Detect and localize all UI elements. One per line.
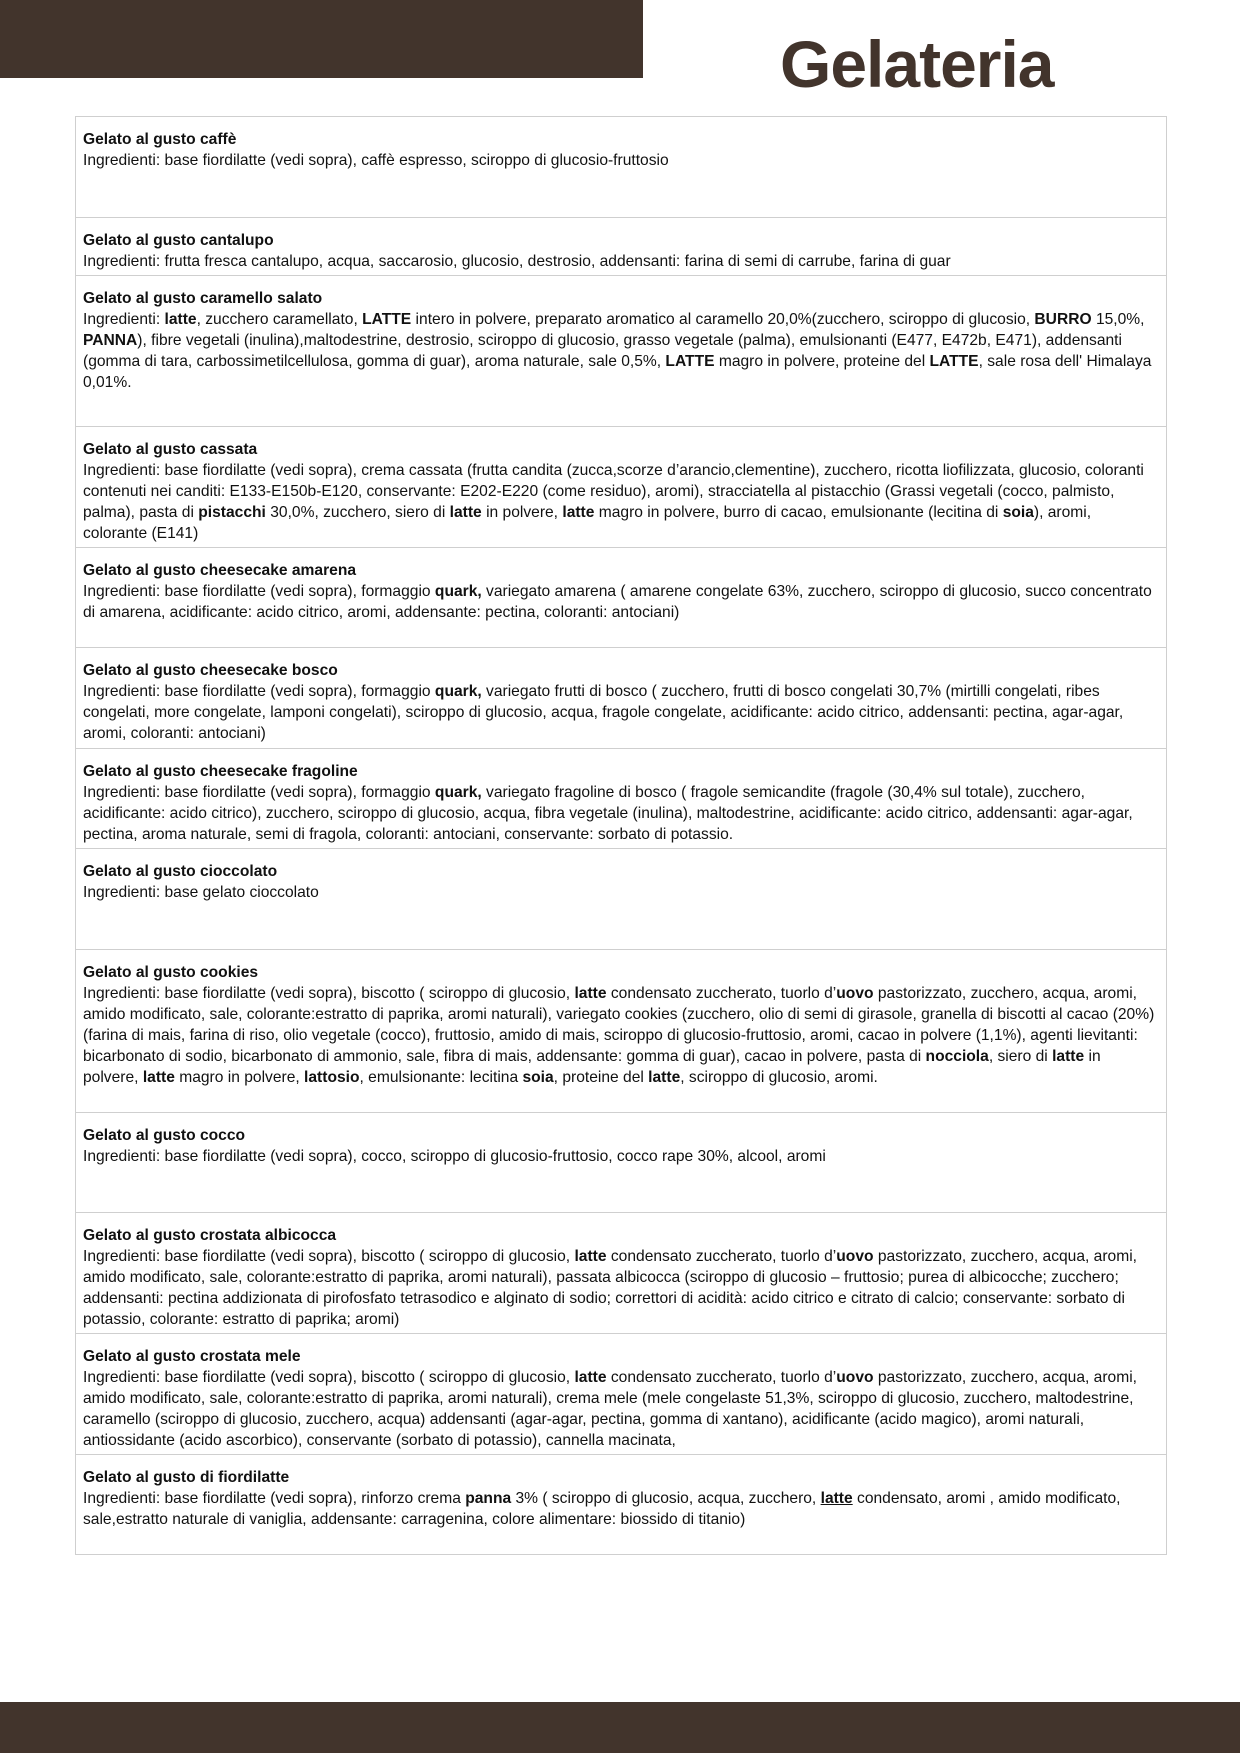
allergen-highlight: latte	[562, 504, 595, 521]
ingredients-text	[83, 1488, 1158, 1530]
ingredients-segment: variegato amarena ( amarene congelate 63%, zucchero, sciroppo di glucosio, succo concentrato di amarena, acidificante: acido citrico, aromi, addensante: pectina, coloranti: antociani)	[83, 583, 1152, 621]
table-row	[76, 648, 1166, 749]
allergen-highlight: PANNA	[83, 332, 138, 349]
table-row	[76, 276, 1166, 427]
ingredients-segment: variegato frutti di bosco ( zucchero, frutti di bosco congelati 30,7% (mirtilli congelati, ribes congelati, more congelate, lamponi congelati), sciroppo di glucosio, acqua, fragole congelate, acidificante: acido citrico, addensanti: pectina, agar-agar, aromi, coloranti: antociani)	[83, 683, 1124, 742]
table-row	[76, 1213, 1166, 1334]
allergen-highlight: LATTE	[362, 311, 412, 328]
table-row	[76, 1455, 1166, 1555]
allergen-highlight: soia	[1002, 504, 1034, 521]
ingredients-segment: Ingredienti: base fiordilatte (vedi sopra), cocco, sciroppo di glucosio-fruttosio, cocco rape 30%, alcool, aromi	[83, 1148, 826, 1165]
ingredients-segment: Ingredienti: base fiordilatte (vedi sopra), caffè espresso, sciroppo di glucosio-fruttosio	[83, 152, 669, 169]
ingredients-segment: ), aromi, colorante (E141)	[83, 504, 1092, 542]
ingredients-segment: , zucchero caramellato,	[196, 311, 363, 328]
ingredients-segment: intero in polvere, preparato aromatico al caramello 20,0%(zucchero, sciroppo di glucosio,	[411, 311, 1035, 328]
ingredients-segment: Ingredienti:	[83, 311, 165, 328]
ingredients-text	[83, 251, 1158, 272]
page-title: Gelateria	[780, 27, 1054, 101]
ingredients-segment: variegato fragoline di bosco ( fragole semicandite (fragole (30,4% sul totale), zucchero, acidificante: acido citrico), zucchero, sciroppo di glucosio, acqua, fibra vegetale (inulina), maltodestrine, acidificante: acido citrico, addensanti: agar-agar, pectina, aroma naturale, semi di fragola, coloranti: antociani, conservante: sorbato di potassio.	[83, 784, 1133, 843]
footer-bar	[0, 1702, 1240, 1753]
ingredients-text	[83, 782, 1158, 845]
table-row	[76, 548, 1166, 648]
allergen-highlight: latte	[164, 311, 197, 328]
allergen-highlight: latte	[574, 1248, 607, 1265]
ingredients-text	[83, 681, 1158, 744]
ingredients-segment: , sale rosa dell' Himalaya 0,01%.	[83, 353, 1152, 391]
table-row	[76, 849, 1166, 950]
ingredients-segment: Ingredienti: base fiordilatte (vedi sopra), formaggio	[83, 583, 435, 600]
ingredients-segment: 30,0%, zucchero, siero di	[265, 504, 450, 521]
ingredients-segment: 15,0%,	[1091, 311, 1145, 328]
flavor-name: Gelato al gusto cheesecake bosco	[83, 662, 338, 679]
ingredients-segment: Ingredienti: base fiordilatte (vedi sopra), rinforzo crema	[83, 1490, 466, 1507]
allergen-highlight: uovo	[836, 1369, 874, 1386]
ingredients-segment: ), fibre vegetali (inulina),maltodestrine, destrosio, sciroppo di glucosio, grasso vegetale (palma), emulsionanti (E477, E472b, E471), addensanti (gomma di tara, carbossimetilcellulosa, gomma di guar), aroma naturale, sale 0,5%,	[83, 332, 1122, 370]
ingredients-segment: in polvere,	[481, 504, 563, 521]
ingredients-segment: pastorizzato, zucchero, acqua, aromi, amido modificato, sale, colorante:estratto di paprika, aromi naturali), variegato cookies (zucchero, olio di semi di girasole, granella di biscotti al cacao (20%)(farina di mais, farina di riso, olio vegetale (cocco), fruttosio, amido di mais, sciroppo di glucosio-fruttosio, aromi, cacao in polvere (1,1%), agenti lievitanti: bicarbonato di sodio, bicarbonato di ammonio, sale, fibra di mais, addensante: gomma di guar), cacao in polvere, pasta di	[83, 985, 1155, 1065]
ingredients-segment: magro in polvere, proteine del	[714, 353, 930, 370]
ingredients-text	[83, 309, 1158, 393]
flavor-name: Gelato al gusto caffè	[83, 131, 237, 148]
ingredients-segment: , siero di	[988, 1048, 1053, 1065]
flavor-name: Gelato al gusto cocco	[83, 1127, 246, 1144]
allergen-highlight: quark,	[434, 784, 482, 801]
ingredients-text	[83, 1246, 1158, 1330]
ingredients-segment: in polvere,	[83, 1048, 1101, 1086]
table-row	[76, 427, 1166, 548]
allergen-highlight: panna	[465, 1490, 512, 1507]
allergen-highlight: nocciola	[925, 1048, 989, 1065]
flavor-name: Gelato al gusto crostata mele	[83, 1348, 301, 1365]
ingredients-segment: condensato, aromi , amido modificato, sale,estratto naturale di vaniglia, addensante: carragenina, colore alimentare: biossido di titanio)	[83, 1490, 1121, 1528]
ingredients-segment: magro in polvere, burro di cacao, emulsionante (lecitina di	[594, 504, 1003, 521]
table-row	[76, 749, 1166, 849]
allergen-highlight: latte	[1052, 1048, 1085, 1065]
allergen-highlight: latte	[574, 985, 607, 1002]
ingredients-text	[83, 983, 1158, 1088]
ingredients-segment: Ingredienti: base gelato cioccolato	[83, 884, 319, 901]
ingredients-segment: , proteine del	[553, 1069, 649, 1086]
allergen-highlight: latte	[142, 1069, 175, 1086]
ingredients-segment: condensato zuccherato, tuorlo d’	[606, 985, 837, 1002]
ingredients-segment: pastorizzato, zucchero, acqua, aromi, amido modificato, sale, colorante:estratto di paprika, aromi naturali), passata albicocca (sciroppo di glucosio – fruttosio; purea di albicocche; zucchero; addensanti: pectina addizionata di pirofosfato tetrasodico e alginato di sodio; correttori di acidità: acido citrico e citrato di calcio; conservante: sorbato di potassio, colorante: estratto di paprika; aromi)	[83, 1248, 1138, 1328]
allergen-highlight: uovo	[836, 985, 874, 1002]
ingredients-text	[83, 460, 1158, 544]
flavor-name: Gelato al gusto cantalupo	[83, 232, 274, 249]
allergen-highlight: quark,	[434, 683, 482, 700]
allergen-highlight: LATTE	[665, 353, 715, 370]
table-row	[76, 1113, 1166, 1213]
allergen-highlight: latte	[449, 504, 482, 521]
table-row	[76, 1334, 1166, 1455]
table-row	[76, 117, 1166, 218]
ingredients-segment: Ingredienti: base fiordilatte (vedi sopra), formaggio	[83, 784, 435, 801]
allergen-highlight: lattosio	[304, 1069, 360, 1086]
ingredients-segment: , sciroppo di glucosio, aromi.	[680, 1069, 878, 1086]
table-row	[76, 218, 1166, 276]
flavor-name: Gelato al gusto cheesecake amarena	[83, 562, 357, 579]
ingredients-segment: 3% ( sciroppo di glucosio, acqua, zucchero,	[511, 1490, 821, 1507]
ingredients-segment: Ingredienti: base fiordilatte (vedi sopra), biscotto ( sciroppo di glucosio,	[83, 985, 575, 1002]
ingredients-text	[83, 882, 1158, 903]
ingredients-segment: Ingredienti: base fiordilatte (vedi sopra), biscotto ( sciroppo di glucosio,	[83, 1248, 575, 1265]
ingredients-text	[83, 1367, 1158, 1451]
allergen-highlight: latte	[648, 1069, 681, 1086]
allergen-highlight: uovo	[836, 1248, 874, 1265]
flavor-name: Gelato al gusto cioccolato	[83, 863, 278, 880]
ingredients-text	[83, 581, 1158, 623]
flavor-name: Gelato al gusto di fiordilatte	[83, 1469, 290, 1486]
flavor-name: Gelato al gusto cheesecake fragoline	[83, 763, 358, 780]
ingredients-segment: pastorizzato, zucchero, acqua, aromi, amido modificato, sale, colorante:estratto di paprika, aromi naturali), crema mele (mele congelaste 51,3%, sciroppo di glucosio, zucchero, maltodestrine, caramello (sciroppo di glucosio, zucchero, acqua) addensanti (agar-agar, pectina, gomma di xantano), acidificante (acido magico), aromi naturali, antiossidante (acido ascorbico), conservante (sorbato di potassio), cannella macinata,	[83, 1369, 1138, 1449]
ingredients-segment: condensato zuccherato, tuorlo d’	[606, 1369, 837, 1386]
ingredients-segment: magro in polvere,	[174, 1069, 305, 1086]
allergen-highlight: pistacchi	[198, 504, 266, 521]
ingredients-segment: Ingredienti: base fiordilatte (vedi sopra), biscotto ( sciroppo di glucosio,	[83, 1369, 575, 1386]
flavor-name: Gelato al gusto caramello salato	[83, 290, 323, 307]
allergen-highlight: latte	[820, 1490, 853, 1507]
flavor-name: Gelato al gusto cookies	[83, 964, 259, 981]
ingredients-text	[83, 150, 1158, 171]
header-bar	[0, 0, 643, 78]
ingredients-text	[83, 1146, 1158, 1167]
ingredients-segment: Ingredienti: base fiordilatte (vedi sopra), formaggio	[83, 683, 435, 700]
ingredients-segment: , emulsionante: lecitina	[359, 1069, 523, 1086]
ingredients-segment: Ingredienti: base fiordilatte (vedi sopra), crema cassata (frutta candita (zucca,scorze d’arancio,clementine), zucchero, ricotta liofilizzata, glucosio, coloranti contenuti nei canditi: E133-E150b-E120, conservante: E202-E220 (come residuo), aromi), stracciatella al pistacchio (Grassi vegetali (cocco, palmisto, palma), pasta di	[83, 462, 1144, 521]
flavor-name: Gelato al gusto cassata	[83, 441, 258, 458]
allergen-highlight: LATTE	[929, 353, 979, 370]
table-row	[76, 950, 1166, 1113]
ingredients-segment: Ingredienti: frutta fresca cantalupo, acqua, saccarosio, glucosio, destrosio, addensanti: farina di semi di carrube, farina di guar	[83, 253, 951, 270]
allergen-highlight: soia	[522, 1069, 554, 1086]
ingredients-segment: condensato zuccherato, tuorlo d’	[606, 1248, 837, 1265]
flavor-name: Gelato al gusto crostata albicocca	[83, 1227, 337, 1244]
allergen-highlight: quark,	[434, 583, 482, 600]
allergen-highlight: latte	[574, 1369, 607, 1386]
ingredients-table	[75, 116, 1167, 1555]
allergen-highlight: BURRO	[1034, 311, 1092, 328]
